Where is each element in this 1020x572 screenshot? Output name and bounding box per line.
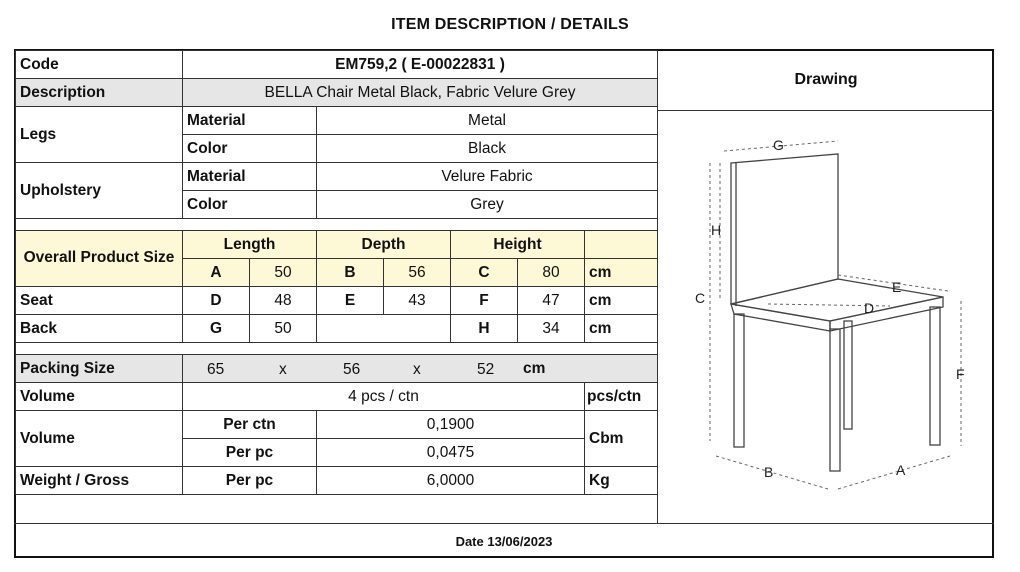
dim-c-value: 80 xyxy=(518,259,585,287)
back-unit: cm xyxy=(585,315,658,343)
legs-label: Legs xyxy=(16,107,183,163)
per-pc-value: 0,0475 xyxy=(317,439,585,467)
row-packing xyxy=(16,355,658,383)
upholstery-color-value: Grey xyxy=(317,191,658,219)
dim-a-letter: A xyxy=(183,259,250,287)
length-header: Length xyxy=(183,231,317,259)
dim-h-value: 34 xyxy=(518,315,585,343)
label-b: B xyxy=(764,464,774,480)
weight-unit: Kg xyxy=(585,467,658,495)
seat-unit: cm xyxy=(585,287,658,315)
packing-label: Packing Size xyxy=(16,355,183,383)
dim-g-value: 50 xyxy=(250,315,317,343)
dimension-lines xyxy=(710,141,961,489)
row-legs-material xyxy=(16,107,658,135)
back-label: Back xyxy=(16,315,183,343)
dim-f-value: 47 xyxy=(518,287,585,315)
dim-line-a xyxy=(838,456,950,489)
upholstery-color-label: Color xyxy=(183,191,317,219)
row-description xyxy=(16,79,658,107)
leg-back-left xyxy=(844,321,852,429)
backrest-shape xyxy=(731,154,838,304)
legs-material-label: Material xyxy=(183,107,317,135)
code-value: EM759,2 ( E-00022831 ) xyxy=(183,51,658,79)
per-pc-label: Per pc xyxy=(183,439,317,467)
per-ctn-label: Per ctn xyxy=(183,411,317,439)
page-title: ITEM DESCRIPTION / DETAILS xyxy=(391,16,629,33)
legs-material-value: Metal xyxy=(317,107,658,135)
dim-a-value: 50 xyxy=(250,259,317,287)
chair-drawing xyxy=(657,111,994,523)
legs-color-label: Color xyxy=(183,135,317,163)
description-value: BELLA Chair Metal Black, Fabric Velure Grey xyxy=(183,79,658,107)
row-volume-ctn xyxy=(16,411,658,439)
upholstery-material-value: Velure Fabric xyxy=(317,163,658,191)
seat-side xyxy=(830,297,943,331)
packing-unit: cm xyxy=(523,359,546,377)
dim-h-letter: H xyxy=(451,315,518,343)
legs-color-value: Black xyxy=(317,135,658,163)
dim-d-value: 48 xyxy=(250,287,317,315)
leg-back-right xyxy=(930,307,940,445)
weight-per-pc-label: Per pc xyxy=(183,467,317,495)
leg-front-right xyxy=(830,329,840,471)
date-footer: Date 13/06/2023 xyxy=(14,523,994,558)
volume-pcs-label: Volume xyxy=(16,383,183,411)
dim-b-value: 56 xyxy=(384,259,451,287)
packing-length: 65 xyxy=(207,360,225,378)
spacer-row xyxy=(16,219,658,231)
drawing-header: Drawing xyxy=(657,50,994,111)
volume-pcs-value: 4 pcs / ctn xyxy=(183,383,585,411)
dim-f-letter: F xyxy=(451,287,518,315)
dim-c-letter: C xyxy=(451,259,518,287)
depth-header: Depth xyxy=(317,231,451,259)
overall-size-label: Overall Product Size xyxy=(16,231,183,287)
chair-drawing-svg xyxy=(658,111,994,523)
row-code xyxy=(16,51,658,79)
label-g: G xyxy=(773,137,784,153)
code-label: Code xyxy=(16,51,183,79)
row-back xyxy=(16,315,658,343)
row-size-header xyxy=(16,231,658,259)
row-upholstery-material xyxy=(16,163,658,191)
label-c: C xyxy=(695,290,706,306)
leg-front-left xyxy=(734,314,744,447)
volume-cbm-label: Volume xyxy=(16,411,183,467)
height-header: Height xyxy=(451,231,585,259)
weight-value: 6,0000 xyxy=(317,467,585,495)
dim-e-letter: E xyxy=(317,287,384,315)
description-label: Description xyxy=(16,79,183,107)
dim-d-letter: D xyxy=(183,287,250,315)
packing-x1: x xyxy=(279,360,287,378)
seat-label: Seat xyxy=(16,287,183,315)
spacer-row xyxy=(16,343,658,355)
row-weight xyxy=(16,467,658,495)
dim-e-value: 43 xyxy=(384,287,451,315)
volume-cbm-unit: Cbm xyxy=(585,411,658,467)
chair-outline xyxy=(731,154,943,471)
upholstery-label: Upholstery xyxy=(16,163,183,219)
label-a: A xyxy=(896,462,906,478)
size-unit: cm xyxy=(585,259,658,287)
packing-width: 56 xyxy=(343,360,361,378)
row-volume-pcs xyxy=(16,383,658,411)
packing-height: 52 xyxy=(477,360,495,378)
seat-front xyxy=(731,304,830,331)
upholstery-material-label: Material xyxy=(183,163,317,191)
label-e: E xyxy=(892,279,902,295)
label-f: F xyxy=(956,366,965,382)
packing-values xyxy=(183,356,657,382)
volume-pcs-unit: pcs/ctn xyxy=(585,383,658,411)
weight-label: Weight / Gross xyxy=(16,467,183,495)
dim-b-letter: B xyxy=(317,259,384,287)
dim-g-letter: G xyxy=(183,315,250,343)
per-ctn-value: 0,1900 xyxy=(317,411,585,439)
label-d: D xyxy=(864,300,875,316)
label-h: H xyxy=(711,222,722,238)
row-seat xyxy=(16,287,658,315)
packing-x2: x xyxy=(413,360,421,378)
spec-table xyxy=(15,50,658,495)
